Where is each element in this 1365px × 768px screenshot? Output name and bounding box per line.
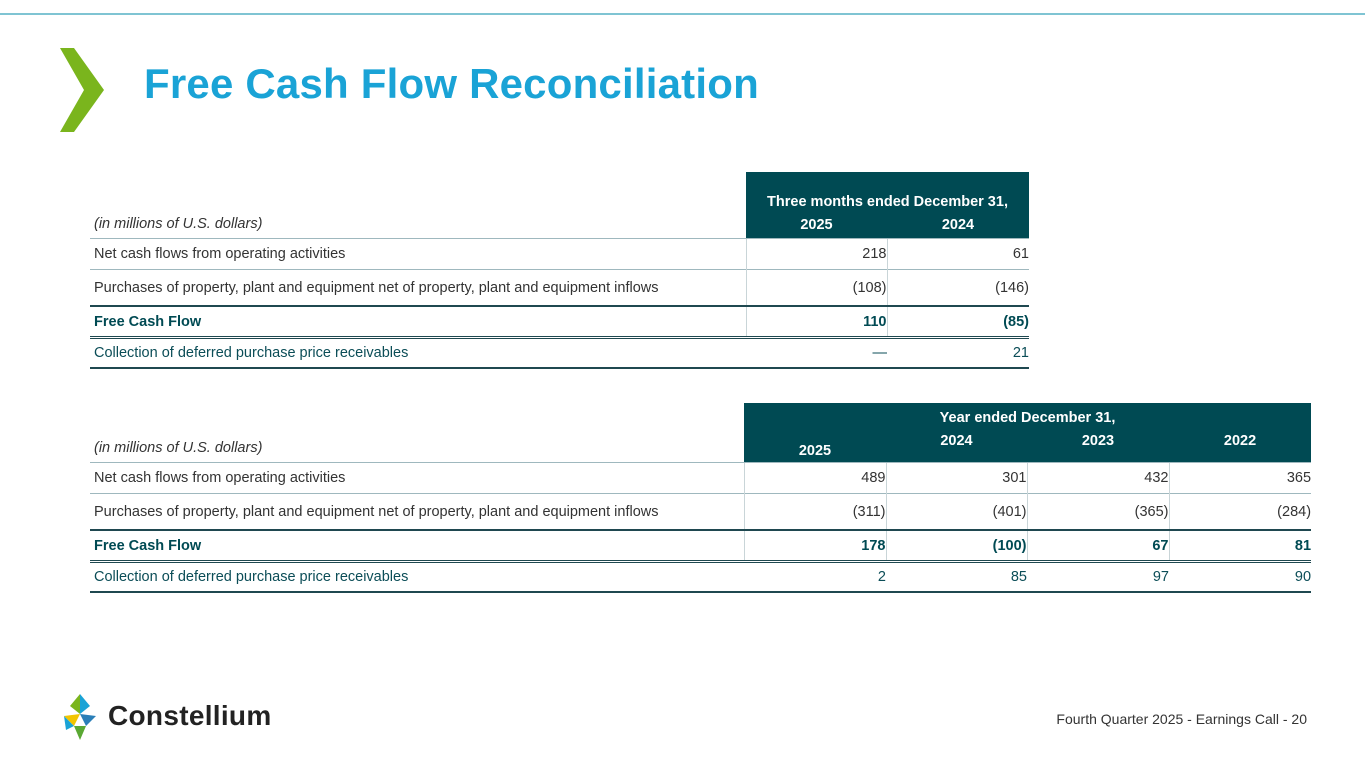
free-cash-flow-row xyxy=(90,530,1311,562)
row-label: Collection of deferred purchase price receivables xyxy=(90,338,746,369)
row-value: 61 xyxy=(887,239,1029,270)
quarter-year-2025: 2025 xyxy=(746,212,887,239)
row-value: 97 xyxy=(1027,562,1169,593)
row-label: Free Cash Flow xyxy=(90,530,744,562)
year-col-2024: 2024 xyxy=(886,433,1027,463)
row-value: (401) xyxy=(886,494,1027,531)
footer-note: Fourth Quarter 2025 - Earnings Call - 20 xyxy=(1056,711,1307,727)
row-label: Purchases of property, plant and equipment net of property, plant and equipment inflows xyxy=(90,494,744,531)
year-table xyxy=(90,403,1311,593)
year-period-header: Year ended December 31, xyxy=(744,403,1311,433)
row-value: (146) xyxy=(887,270,1029,307)
table-row xyxy=(90,270,1029,307)
row-label: Purchases of property, plant and equipment net of property, plant and equipment inflows xyxy=(90,270,746,307)
table-row xyxy=(90,239,1029,270)
quarter-table xyxy=(90,172,1029,369)
row-value: (311) xyxy=(744,494,886,531)
logo-text: Constellium xyxy=(108,700,272,731)
quarter-year-2024: 2024 xyxy=(887,212,1029,239)
row-value: 178 xyxy=(744,530,886,562)
year-col-2023: 2023 xyxy=(1027,433,1169,463)
row-value: 90 xyxy=(1169,562,1311,593)
table-row xyxy=(90,463,1311,494)
row-value: 489 xyxy=(744,463,886,494)
row-value: 432 xyxy=(1027,463,1169,494)
year-units-label: (in millions of U.S. dollars) xyxy=(94,440,263,456)
chevron-right-icon xyxy=(60,48,104,132)
row-value: 110 xyxy=(746,306,887,338)
row-value: (108) xyxy=(746,270,887,307)
year-col-2025: 2025 xyxy=(744,433,886,463)
row-value: — xyxy=(746,338,887,369)
row-value: 21 xyxy=(887,338,1029,369)
row-label: Free Cash Flow xyxy=(90,306,746,338)
quarter-period-header: Three months ended December 31, xyxy=(746,172,1029,212)
row-label: Net cash flows from operating activities xyxy=(90,463,744,494)
row-label: Collection of deferred purchase price receivables xyxy=(90,562,744,593)
quarter-units-label: (in millions of U.S. dollars) xyxy=(94,216,263,232)
collection-row xyxy=(90,562,1311,593)
row-value: 365 xyxy=(1169,463,1311,494)
constellium-logo-icon xyxy=(62,694,102,740)
year-col-2022: 2022 xyxy=(1169,433,1311,463)
row-value: 2 xyxy=(744,562,886,593)
table-row xyxy=(90,494,1311,531)
row-value: 301 xyxy=(886,463,1027,494)
row-value: (85) xyxy=(887,306,1029,338)
row-value: (284) xyxy=(1169,494,1311,531)
free-cash-flow-row xyxy=(90,306,1029,338)
row-value: (365) xyxy=(1027,494,1169,531)
row-value: 218 xyxy=(746,239,887,270)
row-value: 67 xyxy=(1027,530,1169,562)
page-title: Free Cash Flow Reconciliation xyxy=(144,60,759,107)
collection-row xyxy=(90,338,1029,369)
row-value: (100) xyxy=(886,530,1027,562)
row-value: 85 xyxy=(886,562,1027,593)
top-rule xyxy=(0,13,1365,15)
row-value: 81 xyxy=(1169,530,1311,562)
row-label: Net cash flows from operating activities xyxy=(90,239,746,270)
